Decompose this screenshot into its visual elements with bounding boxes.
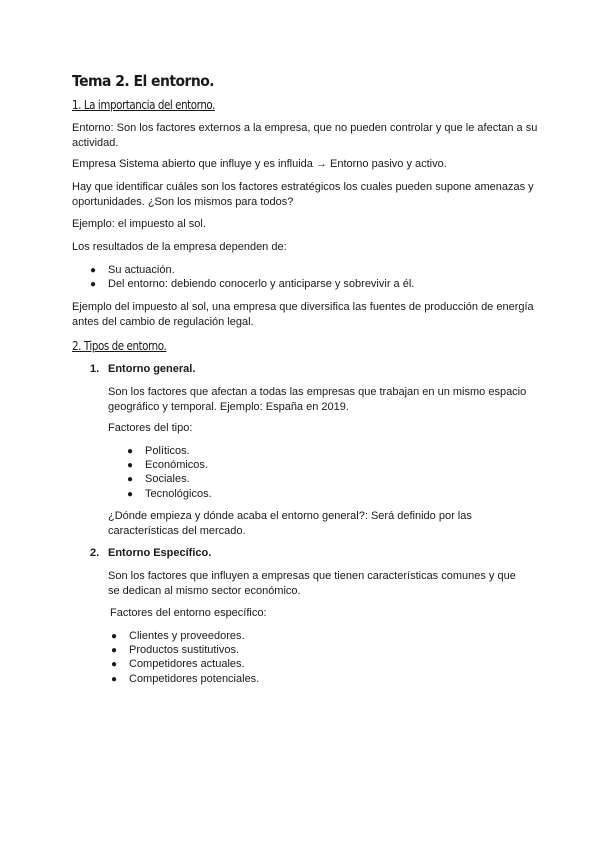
list-item-text: Económicos. <box>145 459 208 471</box>
ordered-number: 1. <box>90 363 100 375</box>
ordered-heading-entorno-especifico <box>90 546 211 561</box>
paragraph-resultados: Los resultados de la empresa dependen de: <box>72 241 287 253</box>
list-item-text: Competidores potenciales. <box>129 673 260 685</box>
bullet-icon: ● <box>127 489 134 500</box>
list-item-text: Productos sustitutivos. <box>129 644 240 656</box>
paragraph-factores-especifico: Factores del entorno específico: <box>110 607 267 619</box>
bullet-icon: ● <box>90 265 97 276</box>
section-heading-tipos: 2. Tipos de entorno. <box>72 339 167 353</box>
bullet-icon: ● <box>111 659 118 670</box>
paragraph-donde-empieza: ¿Dónde empieza y dónde acaba el entorno general?: Será definido por las características del mercado. <box>108 510 472 537</box>
paragraph-general-definition: Son los factores que afectan a todas las empresas que trabajan en un mismo espacio geográfico y temporal. Ejemplo: España en 2019. <box>108 386 527 413</box>
paragraph-especifico-definition: Son los factores que influyen a empresas que tienen características comunes y que se dedican al mismo sector económico. <box>108 570 516 597</box>
list-item-text: Tecnológicos. <box>145 488 212 500</box>
list-item-text: Sociales. <box>145 473 190 485</box>
paragraph-factores-tipo: Factores del tipo: <box>108 422 193 434</box>
ordered-number: 2. <box>90 547 100 559</box>
page-title: Tema 2. El entorno. <box>72 72 215 90</box>
ordered-title: Entorno general. <box>108 363 196 375</box>
list-item-text: Competidores actuales. <box>129 658 245 670</box>
list-item-text: Su actuación. <box>108 264 175 276</box>
bullet-icon: ● <box>111 674 118 685</box>
paragraph-ejemplo-diversifica: Ejemplo del impuesto al sol, una empresa que diversifica las fuentes de producción de energía antes del cambio de regulación legal. <box>72 301 534 328</box>
section-heading-importance: 1. La importancia del entorno. <box>72 98 215 112</box>
bullet-icon: ● <box>127 474 134 485</box>
list-item-text: Del entorno: debiendo conocerlo y anticiparse y sobrevivir a él. <box>108 278 415 290</box>
bullet-icon: ● <box>111 631 118 642</box>
bullet-icon: ● <box>127 446 134 457</box>
paragraph-factores-estrategicos: Hay que identificar cuáles son los factores estratégicos los cuales pueden supone amenazas y oportunidades. ¿Son los mismos para todos? <box>72 181 534 208</box>
list-item-text: Clientes y proveedores. <box>129 630 245 642</box>
bullet-icon: ● <box>90 279 97 290</box>
bullet-icon: ● <box>127 460 134 471</box>
list-item-text: Políticos. <box>145 445 190 457</box>
ordered-heading-entorno-general <box>90 362 195 377</box>
bullet-icon: ● <box>111 645 118 656</box>
paragraph-entorno-definition: Entorno: Son los factores externos a la empresa, que no pueden controlar y que le afectan a su actividad. <box>72 122 538 149</box>
ordered-title: Entorno Específico. <box>108 547 212 559</box>
paragraph-ejemplo-impuesto: Ejemplo: el impuesto al sol. <box>72 218 206 230</box>
paragraph-sistema-abierto: Empresa Sistema abierto que influye y es influida → Entorno pasivo y activo. <box>72 158 447 170</box>
